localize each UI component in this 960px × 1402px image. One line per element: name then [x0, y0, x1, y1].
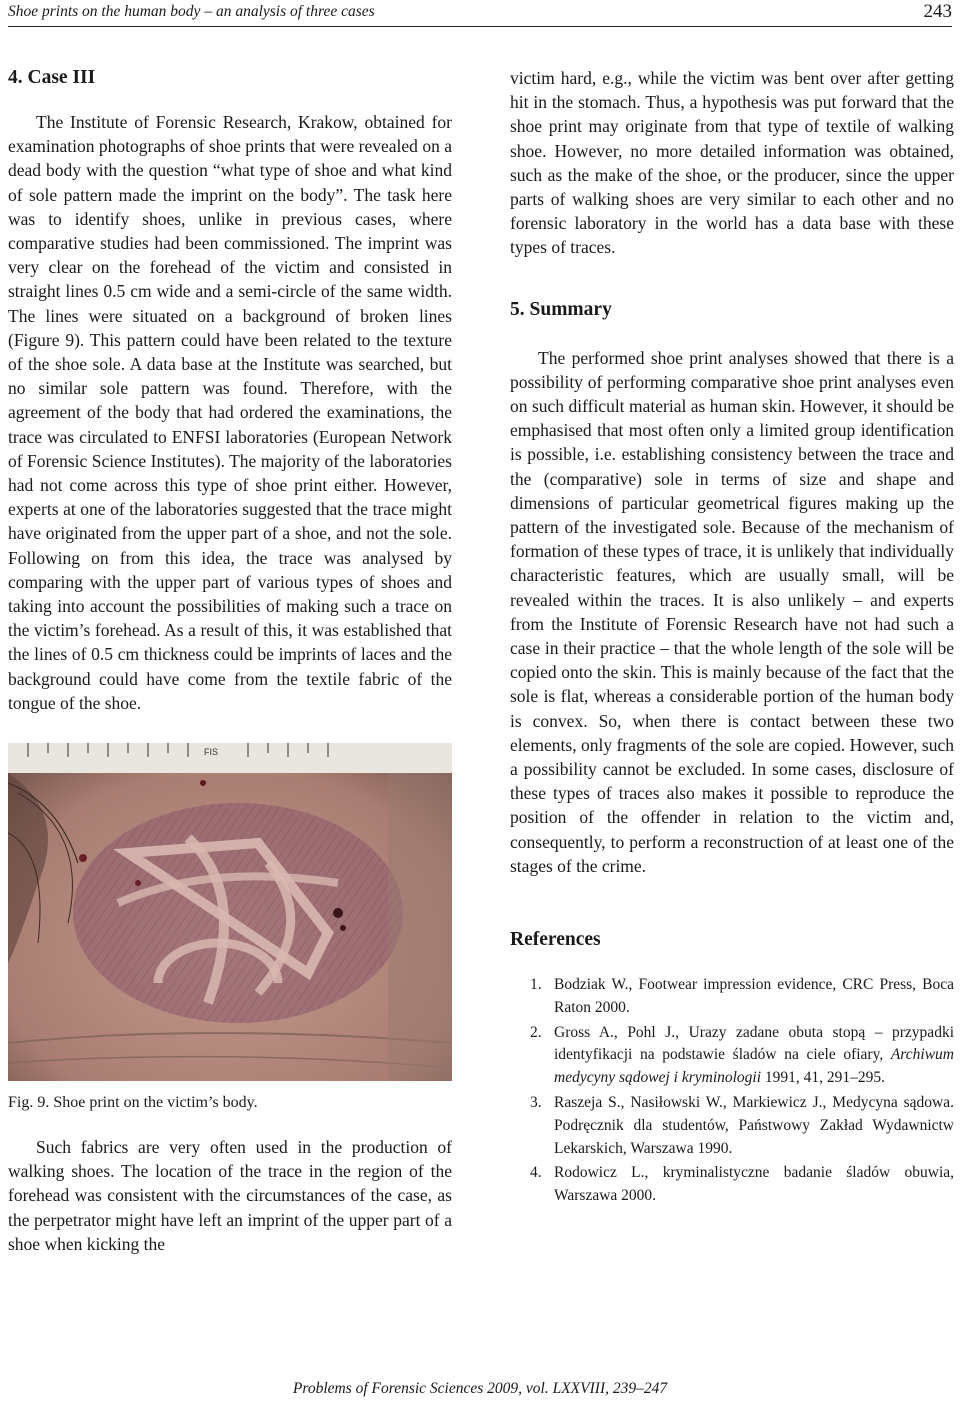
figure-9-photo: [8, 743, 452, 1081]
case-iii-continuation: victim hard, e.g., while the victim was bent over after getting hit in the stomach. Thus, a hypothesis was put forward that the shoe print may originate from that type of textile of walking shoe. However, no more detailed information was obtained, such as the make of the shoe, or the producer, since the upper parts of walking shoes are very similar to each other and no forensic laboratory in the world has a data base with these types of traces.: [510, 68, 954, 258]
left-column: [8, 66, 452, 1256]
forehead-shoe-print-image: [8, 743, 452, 1081]
figure-caption: Fig. 9. Shoe print on the victim’s body.: [8, 1094, 258, 1112]
reference-item: 3. Raszeja S., Nasiłowski W., Markiewicz J., Medycyna sądowa. Podręcznik dla studentów, Państwowy Zakład Wydawnictw Lekarskich, Warszawa 1990.: [530, 1094, 954, 1157]
reference-item: 4. Rodowicz L., kryminalistyczne badanie śladów obuwia, Warszawa 2000.: [530, 1164, 954, 1205]
right-column: [510, 66, 954, 1210]
section-heading-summary: 5. Summary: [510, 298, 612, 320]
running-title: Shoe prints on the human body – an analysis of three cases: [8, 3, 375, 20]
summary-paragraph: The performed shoe print analyses showed that there is a possibility of performing comparative shoe print analyses even on such difficult material as human skin. However, it should be emphasised that most often only a limited group identification is possible, i.e. establishing consistency between the trace and the (comparative) sole in terms of size and shape and dimensions of particular geometrical figures making up the pattern of the investigated sole. Because of the mechanism of formation of these types of trace, it is unlikely that individually characteristic features, which are usually small, will be revealed within the traces. It is also unlikely – and experts from the Institute of Forensic Research have not had such a case in their practice – that the whole length of the sole will be copied onto the skin. This is mainly because of the fact that the sole is flat, whereas a considerable portion of the human body is convex. So, when there is contact between these two elements, only fragments of the sole are copied. However, such a possibility cannot be excluded. In some cases, disclosure of these types of traces also makes it possible to reproduce the position of the offender in relation to the victim and, consequently, to perform a reconstruction of at least one of the stages of the crime.: [510, 347, 954, 876]
ruler-mark: FIS: [204, 747, 219, 758]
reference-item: 2. Gross A., Pohl J., Urazy zadane obuta stopą – przypadki identyfikacji na podstawie śladów na ciele ofiary, Archiwum medycyny sądowej i kryminologii 1991, 41, 291–295.: [530, 1023, 954, 1087]
journal-title: Archiwum medycyny sądowej i kryminologii: [554, 1046, 954, 1087]
reference-item: 1. Bodziak W., Footwear impression evidence, CRC Press, Boca Raton 2000.: [530, 976, 954, 1016]
case-iii-paragraph-2: Such fabrics are very often used in the production of walking shoes. The location of the trace in the region of the forehead was consistent with the circumstances of the case, as the perpetrator might have left an imprint of the upper part of a shoe when kicking the: [8, 1137, 452, 1254]
running-header: [8, 0, 952, 27]
case-iii-paragraph: The Institute of Forensic Research, Krakow, obtained for examination photographs of shoe prints that were revealed on a dead body with the question “what type of shoe and what kind of sole pattern made the imprint on the body”. The task here was to identify shoes, unlike in previous cases, where comparative studies had been commissioned. The imprint was very clear on the forehead of the victim and consisted in straight lines 0.5 cm wide and a semi-circle of the same width. The lines were situated on a background of broken lines (Figure 9). This pattern could have been related to the texture of the shoe sole. A data base at the Institute was searched, but no similar sole pattern was found. Therefore, with the agreement of the body that had ordered the examinations, the trace was circulated to ENFSI laboratories (European Network of Forensic Science Institutes). The majority of the laboratories had not come across this type of shoe print either. However, experts at one of the laboratories suggested that the trace might have originated from the upper part of a shoe, and not the sole. Following on from this idea, the trace was analysed by comparing with the upper part of various types of shoes and taking into account the possibilities of making such a trace on the victim’s forehead. As a result of this, it was established that the lines of 0.5 cm thickness could be imprints of laces and the background could have come from the textile fabric of the tongue of the shoe.: [8, 112, 452, 713]
journal-footer: Problems of Forensic Sciences 2009, vol. LXXVIII, 239–247: [292, 1380, 668, 1397]
references-heading: References: [510, 929, 601, 951]
page-number: 243: [923, 1, 952, 22]
section-heading-case-iii: 4. Case III: [8, 67, 96, 88]
references-list: [510, 974, 954, 1208]
